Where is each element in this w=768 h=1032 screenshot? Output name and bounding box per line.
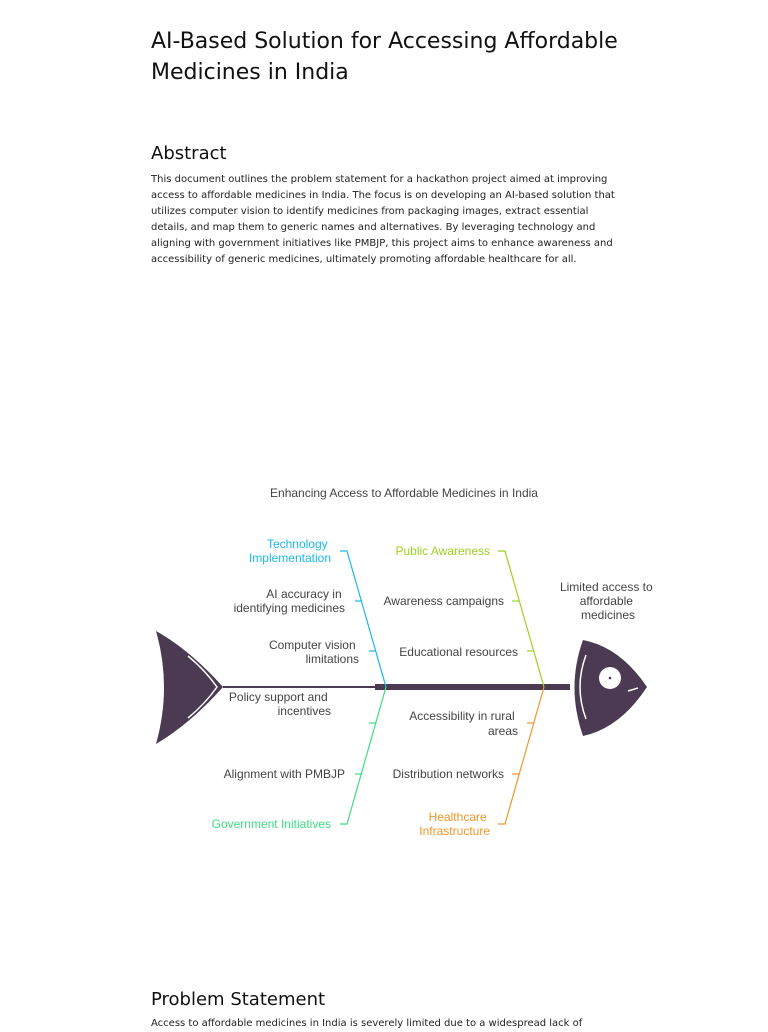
category-government: Government Initiatives	[211, 817, 331, 831]
category-technology: Technology Implementation	[248, 537, 331, 565]
cause-distribution-networks: Distribution networks	[392, 767, 504, 781]
bone-technology	[340, 551, 386, 687]
document-title: AI-Based Solution for Accessing Affordable Medicines in India	[151, 29, 618, 85]
cause-educational-resources: Educational resources	[399, 645, 518, 659]
category-infrastructure: Healthcare Infrastructure	[419, 810, 490, 838]
fish-tail	[156, 631, 223, 744]
bone-government	[340, 687, 386, 824]
cause-awareness-campaigns: Awareness campaigns	[383, 594, 504, 608]
problem-statement-heading: Problem Statement	[151, 989, 326, 1010]
cause-ai-accuracy: AI accuracy in identifying medicines	[233, 587, 345, 615]
abstract-heading: Abstract	[151, 143, 227, 164]
category-awareness: Public Awareness	[395, 544, 490, 558]
bone-infrastructure	[498, 687, 544, 824]
bone-awareness	[498, 551, 544, 687]
cause-policy-support: Policy support and incentives	[228, 690, 331, 718]
cause-rural-accessibility: Accessibility in rural areas	[409, 709, 518, 738]
problem-statement-text: Access to affordable medicines in India is severely limited due to a widespread lack of	[151, 1018, 583, 1029]
cause-computer-vision: Computer vision limitations	[268, 638, 359, 666]
diagram-title: Enhancing Access to Affordable Medicines in India	[270, 486, 538, 500]
fish-pupil	[609, 677, 612, 680]
abstract-text: This document outlines the problem statement for a hackathon project aimed at improving access to affordable medicines in India. The focus is on developing an AI-based solution that utilizes computer vision to identify medicines from packaging images, extract essential details, and map them to generic names and alternatives. By leveraging technology and aligning with government initiatives like PMBJP, this project aims to enhance awareness and accessibility of generic medicines, ultimately promoting affordable healthcare for all.	[151, 174, 615, 265]
effect-label: Limited access to affordable medicines	[559, 580, 653, 622]
cause-alignment-pmbjp: Alignment with PMBJP	[223, 767, 345, 781]
